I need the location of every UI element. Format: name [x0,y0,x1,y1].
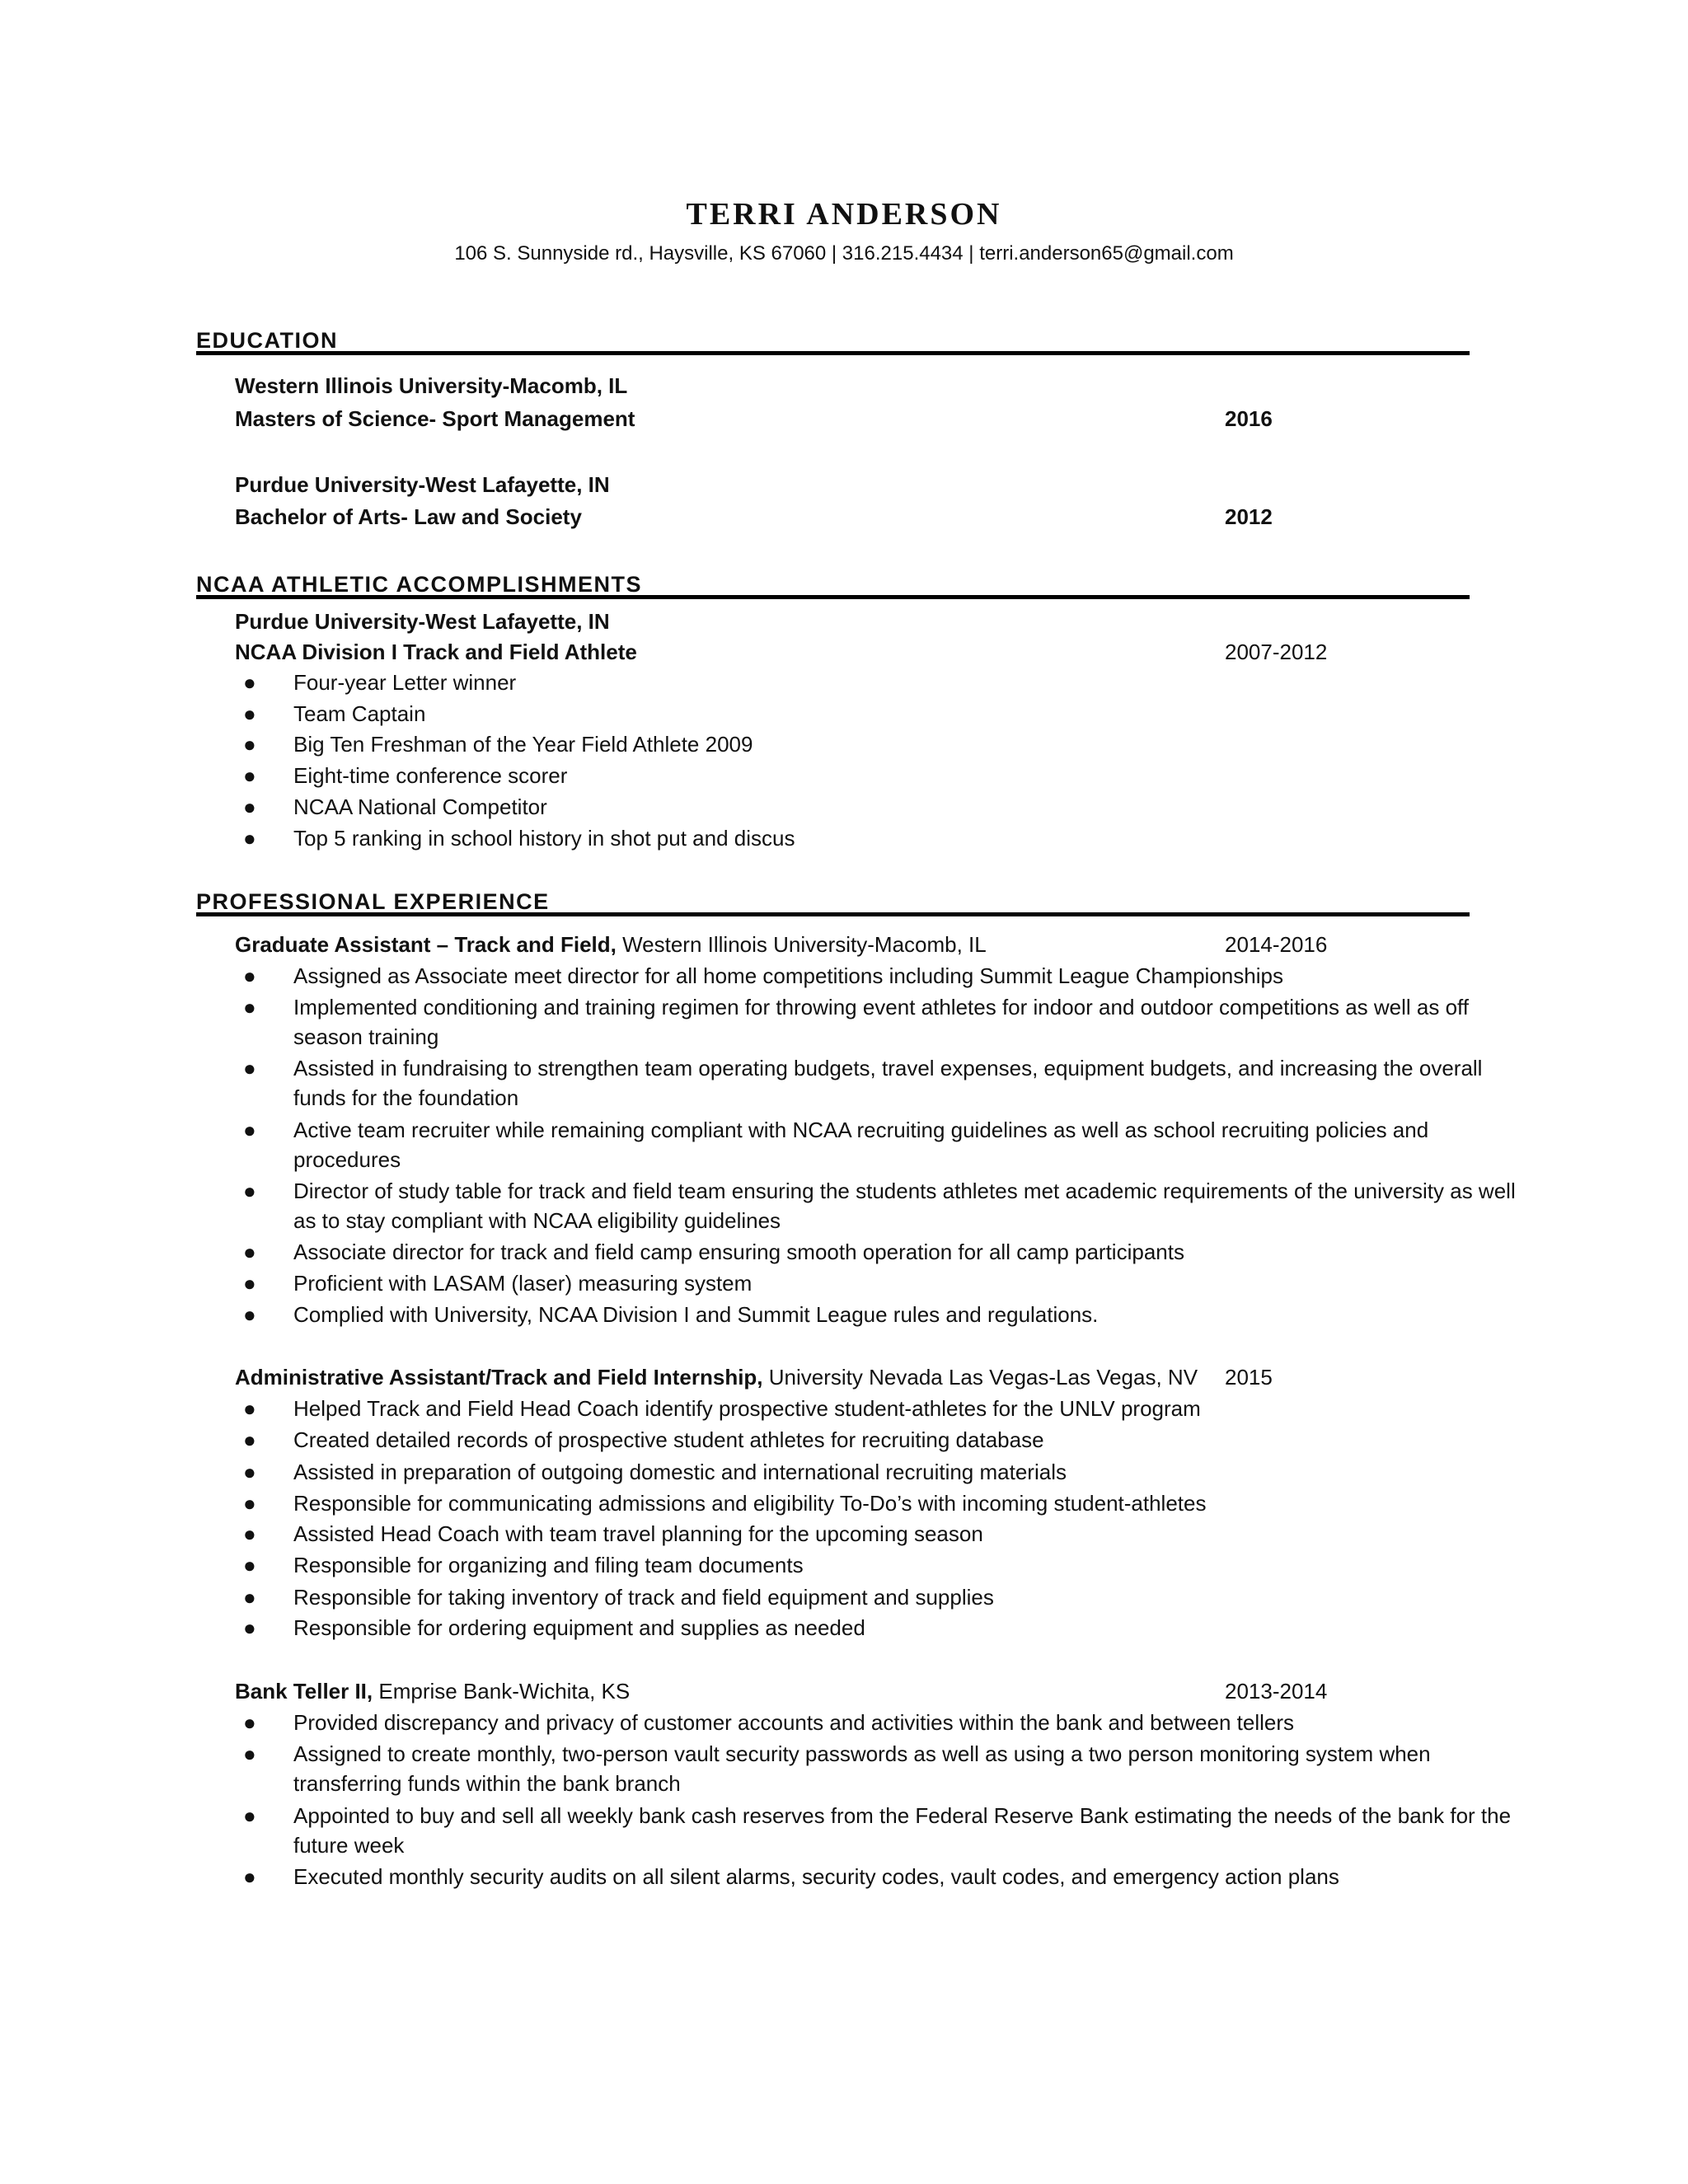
bullet-icon: ● [243,1803,256,1828]
list-item-text: Responsible for ordering equipment and supplies as needed [293,1615,865,1640]
bullet-icon: ● [243,670,256,695]
education-heading [196,330,1470,355]
bullet-icon: ● [243,1491,256,1516]
list-item-text: Responsible for organizing and filing team documents [293,1553,804,1577]
list-item-text: Associate director for track and field camp ensuring smooth operation for all camp participants [293,1240,1184,1264]
list-item [235,1237,1521,1267]
ncaa-title: NCAA Division I Track and Field Athlete [235,640,637,664]
bullet-icon: ● [243,1460,256,1484]
list-item [235,1176,1521,1235]
bullet-icon: ● [243,995,256,1019]
bullet-icon: ● [243,1179,256,1203]
list-item [235,1582,1521,1612]
education-year-2: 2012 [1225,504,1273,529]
contact-info: 106 S. Sunnyside rd., Haysville, KS 67060 | 316.215.4434 | terri.anderson65@gmail.com [454,242,1234,265]
bullet-icon: ● [243,1056,256,1080]
education-year-1: 2016 [1225,406,1273,431]
job-header-3 [235,1678,630,1704]
list-item-text: Assigned as Associate meet director for all home competitions including Summit League Championships [293,963,1283,988]
education-school-2: Purdue University-West Lafayette, IN [235,472,610,497]
list-item [235,729,1521,759]
job-title: Administrative Assistant/Track and Field Internship, [235,1365,763,1390]
bullet-icon: ● [243,763,256,788]
ncaa-school: Purdue University-West Lafayette, IN [235,609,610,634]
education-school-1: Western Illinois University-Macomb, IL [235,373,628,398]
list-item-text: Proficient with LASAM (laser) measuring system [293,1271,753,1296]
ncaa-heading-text: NCAA ATHLETIC ACCOMPLISHMENTS [196,572,642,597]
list-item [235,699,1521,729]
list-item [235,1488,1521,1518]
list-item [235,1300,1521,1329]
bullet-icon: ● [243,732,256,757]
list-item [235,1268,1521,1298]
job-organization: Emprise Bank-Wichita, KS [378,1679,631,1704]
bullet-icon: ● [243,963,256,988]
list-item-text: Director of study table for track and field team ensuring the students athletes met academic requirements of the university as well as to stay compliant with NCAA eligibility guidelines [293,1179,1516,1233]
job-dates-2: 2015 [1225,1365,1273,1390]
list-item [235,1739,1521,1798]
list-item [235,1862,1521,1891]
list-item [235,792,1521,822]
education-degree-2: Bachelor of Arts- Law and Society [235,504,582,529]
list-item-text: Responsible for taking inventory of track and field equipment and supplies [293,1585,994,1610]
list-item-text: Four-year Letter winner [293,670,517,695]
list-item [235,823,1521,853]
bullet-icon: ● [243,826,256,851]
bullet-icon: ● [243,794,256,819]
list-item-text: Active team recruiter while remaining compliant with NCAA recruiting guidelines as well as school recruiting policies and procedures [293,1118,1429,1172]
list-item [235,1801,1521,1860]
list-item-text: Eight-time conference scorer [293,763,568,788]
list-item [235,1053,1521,1113]
job-header-1 [235,931,987,958]
bullet-icon: ● [243,1553,256,1577]
list-item-text: Top 5 ranking in school history in shot put and discus [293,826,795,851]
list-item-text: Implemented conditioning and training regimen for throwing event athletes for indoor and outdoor competitions as well as off season training [293,995,1470,1049]
bullet-icon: ● [243,1240,256,1264]
list-item [235,1394,1521,1423]
list-item-text: Provided discrepancy and privacy of customer accounts and activities within the bank and between tellers [293,1710,1294,1735]
list-item-text: Assisted Head Coach with team travel planning for the upcoming season [293,1521,983,1546]
list-item-text: Assisted in fundraising to strengthen team operating budgets, travel expenses, equipment budgets, and increasing the overall funds for the foundation [293,1056,1483,1110]
bullet-icon: ● [243,1710,256,1735]
bullet-icon: ● [243,1864,256,1889]
list-item [235,1708,1521,1737]
list-item-text: Complied with University, NCAA Division I and Summit League rules and regulations. [293,1302,1099,1327]
job-dates-3: 2013-2014 [1225,1679,1328,1704]
job-title: Bank Teller II, [235,1679,373,1704]
bullet-icon: ● [243,1396,256,1421]
list-item-text: Assigned to create monthly, two-person vault security passwords as well as using a two person monitoring system when transferring funds within the bank branch [293,1741,1431,1796]
list-item [235,1115,1521,1174]
list-item-text: Helped Track and Field Head Coach identify prospective student-athletes for the UNLV program [293,1396,1201,1421]
list-item-text: Appointed to buy and sell all weekly bank cash reserves from the Federal Reserve Bank estimating the needs of the bank for the future week [293,1803,1512,1858]
bullet-icon: ● [243,1585,256,1610]
list-item [235,992,1521,1052]
bullet-icon: ● [243,1521,256,1546]
list-item [235,668,1521,697]
list-item-text: Responsible for communicating admissions and eligibility To-Do’s with incoming student-athletes [293,1491,1207,1516]
list-item-text: Team Captain [293,701,426,726]
job-header-2 [235,1364,1198,1390]
bullet-icon: ● [243,1741,256,1766]
list-item [235,1519,1521,1549]
bullet-icon: ● [243,1615,256,1640]
list-item [235,1457,1521,1487]
job-dates-1: 2014-2016 [1225,932,1328,957]
ncaa-dates: 2007-2012 [1225,640,1328,664]
candidate-name: TERRI ANDERSON [686,197,1002,232]
experience-heading [196,891,1470,916]
list-item-text: Assisted in preparation of outgoing domestic and international recruiting materials [293,1460,1067,1484]
education-degree-1: Masters of Science- Sport Management [235,406,635,431]
list-item-text: Big Ten Freshman of the Year Field Athlete 2009 [293,732,753,757]
list-item [235,1613,1521,1643]
bullet-icon: ● [243,701,256,726]
bullet-icon: ● [243,1271,256,1296]
list-item-text: Created detailed records of prospective student athletes for recruiting database [293,1427,1044,1452]
job-title: Graduate Assistant – Track and Field, [235,932,617,957]
list-item-text: NCAA National Competitor [293,794,547,819]
list-item [235,1550,1521,1580]
list-item [235,1425,1521,1455]
job-organization: University Nevada Las Vegas-Las Vegas, NV [768,1365,1198,1390]
experience-heading-text: PROFESSIONAL EXPERIENCE [196,889,550,914]
bullet-icon: ● [243,1427,256,1452]
list-item [235,961,1521,991]
ncaa-heading [196,574,1470,599]
education-heading-text: EDUCATION [196,328,338,353]
bullet-icon: ● [243,1118,256,1142]
list-item-text: Executed monthly security audits on all silent alarms, security codes, vault codes, and emergency action plans [293,1864,1339,1889]
list-item [235,761,1521,790]
bullet-icon: ● [243,1302,256,1327]
job-organization: Western Illinois University-Macomb, IL [622,932,987,957]
